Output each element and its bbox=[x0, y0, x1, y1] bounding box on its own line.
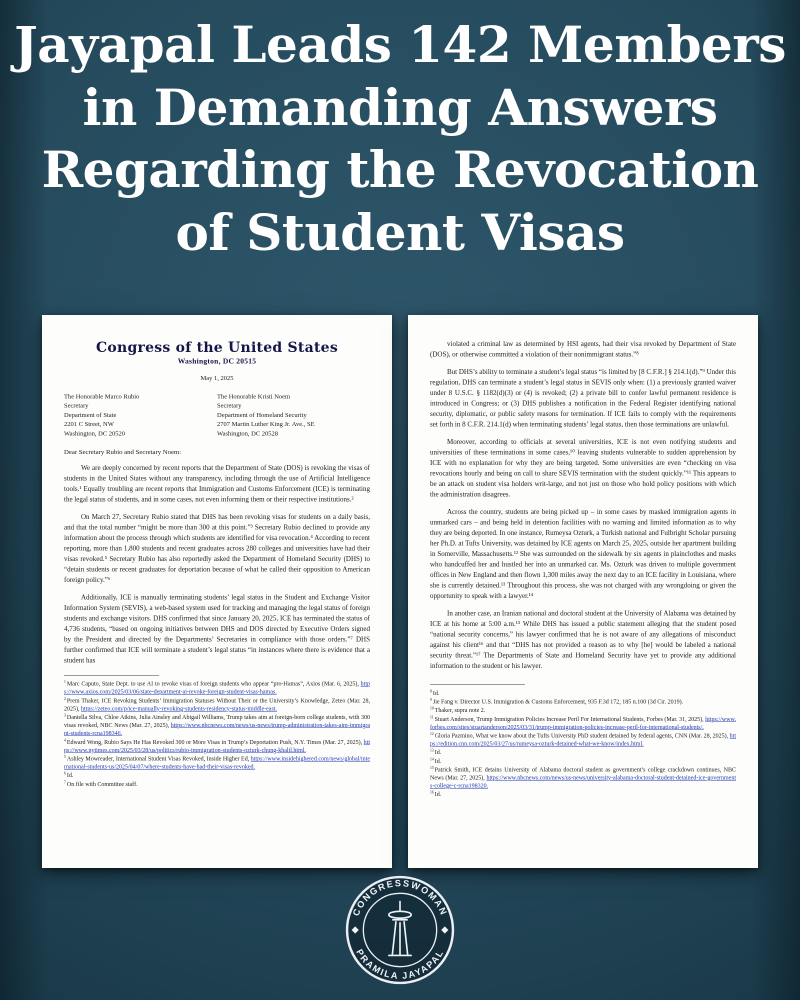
footnote-number: 9 bbox=[430, 697, 432, 703]
letter-paragraph: But DHS’s ability to terminate a student’s legal status “is limited by [8 C.F.R.] § 214.1(d).”⁹ Under this regulation, DHS can terminate a student’s legal status in SEVIS only when: (1) a previously granted waiver under 8 U.S.C. § 1182(d)(3) or (4) is revoked; (2) a private bill to confer lawful permanent residence is introduced in Congress; or (3) DHS publishes a notification in the Federal Register identifying national security, diplomatic, or public safety reasons for termination. If ICE fails to comply with the requirements set forth in 8 C.F.R. 214.1(d) when terminating students’ legal status, then those terminations are unlawful. bbox=[430, 368, 736, 429]
footnote bbox=[430, 706, 736, 714]
recipient-block-dhs bbox=[217, 392, 370, 438]
footnote-number: 3 bbox=[64, 713, 66, 718]
footnote-number: 4 bbox=[64, 737, 66, 743]
footnote-link: https://edition.cnn.com/2025/03/27/us/rumeysa-ozturk-detained-what-we-know/index.html. bbox=[430, 731, 736, 748]
footnotes-1 bbox=[64, 680, 370, 788]
letter-body-1 bbox=[64, 463, 370, 666]
footnote-text: Gloria Pazmino, What we know about the Tufts University PhD student detained by federal agents, CNN (Mar. 28, 2025), bbox=[434, 731, 730, 739]
address-line: The Honorable Kristi Noem bbox=[217, 392, 291, 400]
letter-paragraph: In another case, an Iranian national and doctoral student at the University of Alabama was detained by ICE at his home at 5:00 a.m.¹⁵ While DHS has issued a public statement alleging that the student posed “national security concerns,” his lawyer confirmed that he is not aware of any allegations of misconduct against his client¹⁶ and that “DHS has not provided a reason as to why [he] would be labeled a national security threat.”¹⁷ The Departments of State and Homeland Security have yet to provide any additional information to the student or his lawyer. bbox=[430, 610, 736, 670]
address-line: 2201 C Street, NW bbox=[64, 420, 114, 428]
address-line: Secretary bbox=[217, 401, 242, 410]
footnote-text: Jie Fang v. Director U.S. Immigration & Customs Enforcement, 935 F.3d 172, 185 n.100 (3d Cir. 2019). bbox=[432, 698, 684, 706]
headline-line: of Student Visas bbox=[175, 202, 625, 262]
footnote-text: Edward Wong, Rubio Says He Has Revoked 300 or More Visas in Trump’s Deportation Push, N.Y. Times (Mar. 27, 2025), bbox=[66, 738, 364, 746]
footnote-text: Thaker, supra note 2. bbox=[434, 706, 486, 714]
headline-line: Regarding the Revocation bbox=[41, 140, 759, 199]
letter-page-2 bbox=[408, 315, 758, 868]
footnote-text: Id. bbox=[434, 790, 442, 798]
footnote-number: 5 bbox=[64, 754, 66, 759]
headline-line: Jayapal Leads 142 Members bbox=[14, 15, 786, 74]
footnote-number: 11 bbox=[430, 714, 434, 720]
footnote-number: 16 bbox=[430, 790, 434, 795]
headline bbox=[0, 14, 800, 264]
footnote-text: Id. bbox=[66, 771, 74, 779]
letter-date: May 1, 2025 bbox=[200, 374, 234, 382]
footnote-link: https://zeteo.com/p/ice-manually-revoking-students-residency-status-middle-east. bbox=[81, 704, 277, 712]
letter-paragraph: We are deeply concerned by recent reports that the Department of State (DOS) is revoking the visas of students in the United States without any transparency, including through the use of Artificial Intelligence tools.¹ Equally troubling are recent reports that Immigration and Customs Enforcement (ICE) is terminating the legal status of students, and in some cases, not even informing them or their respective institutions.² bbox=[64, 464, 370, 504]
footnote bbox=[64, 680, 370, 696]
footnote bbox=[64, 713, 370, 737]
seal-bottom-text: PRAMILA JAYAPAL bbox=[354, 947, 446, 981]
letterhead-city: Washington, DC 20515 bbox=[177, 357, 257, 366]
address-line: Washington, DC 20520 bbox=[64, 429, 126, 437]
seal-top-text: CONGRESSWOMAN bbox=[350, 878, 450, 918]
footnote-link: https://www.nbcnews.com/news/us-news/trump-administration-takes-aim-immigrant-students-rcna198346. bbox=[64, 721, 370, 737]
letter-paragraph: violated a criminal law as determined by HSI agents, had their visa revoked by Department of State (DOS), or otherwise committed a violation of their nonimmigrant status.”⁸ bbox=[430, 340, 736, 359]
letter-page-2-content bbox=[408, 315, 758, 868]
footnote bbox=[64, 780, 370, 788]
recipient-addresses bbox=[64, 392, 370, 438]
footnote-text: Prem Thaker, ICE Revoking Students’ Immigration Statuses Without Their or the University’s Knowledge, Zeteo (Mar. 28, 2025), bbox=[64, 696, 370, 712]
footnote-text: Marc Caputo, State Dept. to use AI to revoke visas of foreign students who appear “pro-Hamas”, Axios (Mar. 6, 2025), bbox=[66, 680, 361, 688]
letter-paragraph: On March 27, Secretary Rubio stated that DHS has been revoking visas for students on a daily basis, and that the total number “might be more than 300 at this point.”³ Secretary Rubio declined to provide any information about the process through which students are identified for visa revocation.⁴ According to recent reporting, more than 1,800 students and recent graduates across 280 colleges and universities have had their visas revoked.⁵ Secretary Rubio has also reportedly asked the Department of Homeland Security (DHS) to “detain students or recent graduates for deportation because of what he called their opposition to American foreign policy.”⁶ bbox=[64, 513, 370, 585]
address-line: 2707 Martin Luther King Jr. Ave., SE bbox=[217, 420, 315, 428]
footnote-text: Patrick Smith, ICE detains University of Alabama doctoral student as government’s college crackdown continues, NBC News (Mar. 27, 2025), bbox=[430, 765, 736, 781]
letter-page-1 bbox=[42, 315, 392, 868]
footnote-number: 15 bbox=[430, 765, 434, 770]
footnote-number: 8 bbox=[430, 689, 432, 694]
address-line: Department of State bbox=[64, 410, 117, 419]
footnote-link: https://www.nytimes.com/2025/03/28/us/politics/rubio-immigration-students-ozturk-chung-khalil.html. bbox=[64, 738, 370, 754]
footnote bbox=[430, 689, 736, 697]
salutation: Dear Secretary Rubio and Secretary Noem: bbox=[64, 448, 182, 456]
footnote bbox=[430, 731, 736, 747]
footnote bbox=[430, 698, 736, 706]
footnote-text: Id. bbox=[434, 757, 442, 765]
footnote-text: On file with Committee staff. bbox=[66, 780, 138, 788]
seal-graphic bbox=[344, 874, 456, 986]
congressional-seal bbox=[344, 874, 456, 986]
letter-paragraph: Additionally, ICE is manually terminating students’ legal status in the Student and Exchange Visitor Information System (SEVIS), a web-based system used for tracking and managing the legal status of foreign students and exchange visitors. DHS confirmed that since January 20, 2025, ICE has terminated the status of 4,736 students, “based on ongoing initiatives between DHS and DOS directed by Executive Orders signed by the President and directed by the Departments’ Secretaries in compliance with those orders.”⁷ DHS further confirmed that ICE will terminate a student’s legal status “in instances where there is evidence that a student has bbox=[64, 594, 370, 665]
letter-paragraph: Across the country, students are being picked up – in some cases by masked immigration agents in unmarked cars – and being held in detention facilities with no warning and limited information as to why they are being deported. In one instance, Rumeysa Ozturk, a Turkish national and Fulbright Scholar pursuing her Ph.D. at Tufts University, was detained by ICE agents on March 25, 2025, outside her apartment building in Somerville, Massachusetts.¹² She was surrounded on the sidewalk by six agents in plainclothes and masks who handcuffed her and hustled her into an unmarked car. Ms. Ozturk was driven to multiple government offices in New England and then flown 1,300 miles away the next day to an ICE facility in Louisiana, where she is currently detained.¹³ Throughout this process, she was not charged with any wrongdoing or given the opportunity to speak with a lawyer.¹⁴ bbox=[430, 508, 736, 600]
headline-line: in Demanding Answers bbox=[82, 77, 718, 137]
footnote-text: Daniella Silva, Chloe Atkins, Julia Ainsley and Abigail Williams, Trump takes aim at foreign-born college students, with 300 visas revoked, NBC News (Mar. 27, 2025), bbox=[64, 713, 370, 729]
footnote bbox=[430, 765, 736, 789]
footnote-link: https://www.forbes.com/sites/stuartanderson/2025/03/31/trump-immigration-policies-increase-peril-for-international-students/. bbox=[430, 715, 736, 731]
footnote bbox=[430, 790, 736, 798]
footnote bbox=[430, 748, 736, 756]
footnote-divider bbox=[64, 675, 159, 676]
footnote-text: Id. bbox=[432, 689, 440, 697]
address-line: Secretary bbox=[64, 401, 89, 410]
letter-paragraph: Moreover, according to officials at several universities, ICE is not even notifying students and universities of these terminations in some cases,¹⁰ leaving students vulnerable to sudden apprehension by ICE with no explanation for why they are being targeted. Some universities are even “checking on visa revocations hourly and being on call to share SEVIS termination with the student quickly.”¹¹ This appears to be an attack on student visa holders writ-large, and not just on those who hold policy positions with which the administration disagrees. bbox=[430, 438, 736, 499]
footnote-divider bbox=[430, 685, 525, 686]
footnote-number: 13 bbox=[430, 748, 434, 753]
footnote-text: Id. bbox=[434, 748, 442, 756]
letterhead bbox=[64, 339, 370, 366]
footnote bbox=[64, 771, 370, 779]
footnote-link: https://www.axios.com/2025/03/06/state-department-ai-revoke-foreign-student-visas-hamas. bbox=[64, 680, 370, 696]
footnote-number: 6 bbox=[64, 771, 66, 776]
footnote bbox=[430, 715, 736, 731]
footnote-number: 10 bbox=[430, 706, 434, 711]
footnote-number: 12 bbox=[430, 731, 434, 736]
letter-body-2 bbox=[430, 339, 736, 672]
footnote-link: https://www.insidehighered.com/news/global/international-students-us/2025/04/07/where-students-have-had-their-visas-revoked. bbox=[64, 754, 370, 771]
footnote-text: Ashley Mowreader, International Student Visas Revoked, Inside Higher Ed, bbox=[66, 754, 251, 762]
letterhead-title: Congress of the United States bbox=[96, 339, 338, 356]
footnote-text: Stuart Anderson, Trump Immigration Policies Increase Peril For International Students, Forbes (Mar. 31, 2025), bbox=[434, 715, 706, 723]
footnote-number: 7 bbox=[64, 779, 66, 785]
address-line: The Honorable Marco Rubio bbox=[64, 392, 140, 400]
recipient-block-state bbox=[64, 392, 217, 438]
footnote-link: https://www.nbcnews.com/news/us-news/university-alabama-doctoral-student-detained-ice-governments-college-c-rcna198320. bbox=[430, 773, 736, 790]
footnote bbox=[64, 738, 370, 754]
letter-pages bbox=[0, 315, 800, 868]
footnotes-2 bbox=[430, 689, 736, 798]
letter-page-1-content bbox=[42, 315, 392, 868]
footnote bbox=[64, 696, 370, 712]
footnote-number: 1 bbox=[64, 679, 66, 685]
footnote bbox=[64, 754, 370, 770]
footnote-number: 14 bbox=[430, 756, 434, 762]
address-line: Washington, DC 20528 bbox=[217, 429, 279, 437]
footnote-number: 2 bbox=[64, 696, 66, 701]
footnote bbox=[430, 757, 736, 765]
address-line: Department of Homeland Security bbox=[217, 410, 307, 419]
